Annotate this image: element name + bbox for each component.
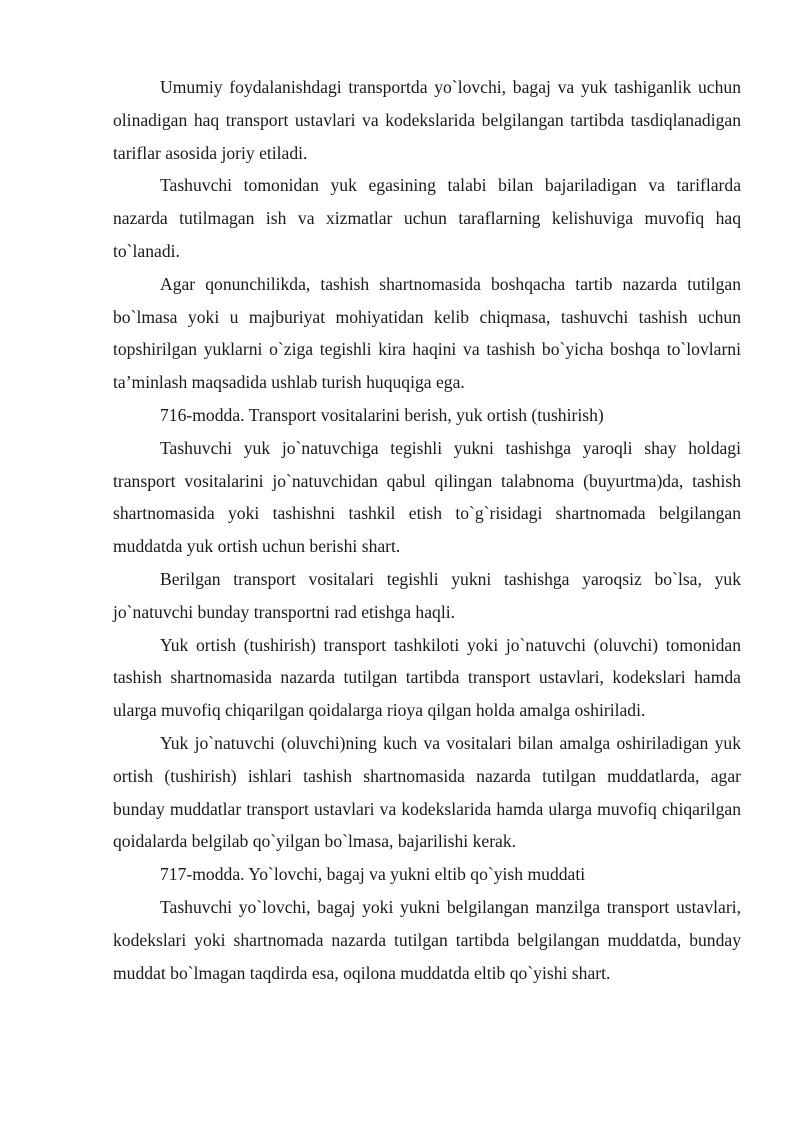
paragraph-retention-right: Agar qonunchilikda, tashish shartnomasida boshqacha tartib nazarda tutilgan bo`lmasa yoki u majburiyat mohiyatidan kelib chiqmasa, tashuvchi tashish uchun topshirilgan yuklarni o`ziga tegishli kira haqini va tashish bo`yicha boshqa to`lovlarni ta’minlash maqsadida ushlab turish huquqiga ega. xyxy=(113,273,741,393)
article-717-heading: 717-modda. Yo`lovchi, bagaj va yukni eltib qo`yish muddati xyxy=(160,864,586,885)
document-page xyxy=(113,71,741,989)
paragraph-vehicle-provision: Tashuvchi yuk jo`natuvchiga tegishli yukni tashishga yaroqli shay holdagi transport vositalarini jo`natuvchidan qabul qilingan talabnoma (buyurtma)da, tashish shartnomasida yoki tashishni tashkil etish to`g`risidagi shartnomada belgilangan muddatda yuk ortish uchun berishi shart. xyxy=(113,437,741,557)
paragraph-loading-deadlines: Yuk jo`natuvchi (oluvchi)ning kuch va vositalari bilan amalga oshiriladigan yuk ortish (tushirish) ishlari tashish shartnomasida nazarda tutilgan muddatlarda, agar bunday muddatlar transport ustavlari va kodekslarida hamda ularga muvofiq chiqarilgan qoidalarda belgilab qo`yilgan bo`lmasa, bajarilishi kerak. xyxy=(113,732,741,852)
paragraph-vehicle-rejection: Berilgan transport vositalari tegishli yukni tashishga yaroqsiz bo`lsa, yuk jo`natuvchi bunday transportni rad etishga haqli. xyxy=(113,568,741,622)
paragraph-extra-services: Tashuvchi tomonidan yuk egasining talabi bilan bajariladigan va tariflarda nazarda tutilmagan ish va xizmatlar uchun taraflarning kelishuviga muvofiq haq to`lanadi. xyxy=(113,175,741,261)
paragraph-loading-rules: Yuk ortish (tushirish) transport tashkiloti yoki jo`natuvchi (oluvchi) tomonidan tashish shartnomasida nazarda tutilgan tartibda transport ustavlari, kodekslari hamda ularga muvofiq chiqarilgan qoidalarga rioya qilgan holda amalga oshiriladi. xyxy=(113,634,741,721)
paragraph-tariffs: Umumiy foydalanishdagi transportda yo`lovchi, bagaj va yuk tashiganlik uchun olinadigan haq transport ustavlari va kodekslarida belgilangan tartibda tasdiqlanadigan tariflar asosida joriy etiladi. xyxy=(113,77,741,163)
article-716-heading: 716-modda. Transport vositalarini berish, yuk ortish (tushirish) xyxy=(160,404,604,425)
paragraph-delivery-term: Tashuvchi yo`lovchi, bagaj yoki yukni belgilangan manzilga transport ustavlari, kodekslari yoki shartnomada nazarda tutilgan tartibda belgilangan muddatda, bunday muddat bo`lmagan taqdirda esa, oqilona muddatda eltib qo`yishi shart. xyxy=(113,896,741,983)
